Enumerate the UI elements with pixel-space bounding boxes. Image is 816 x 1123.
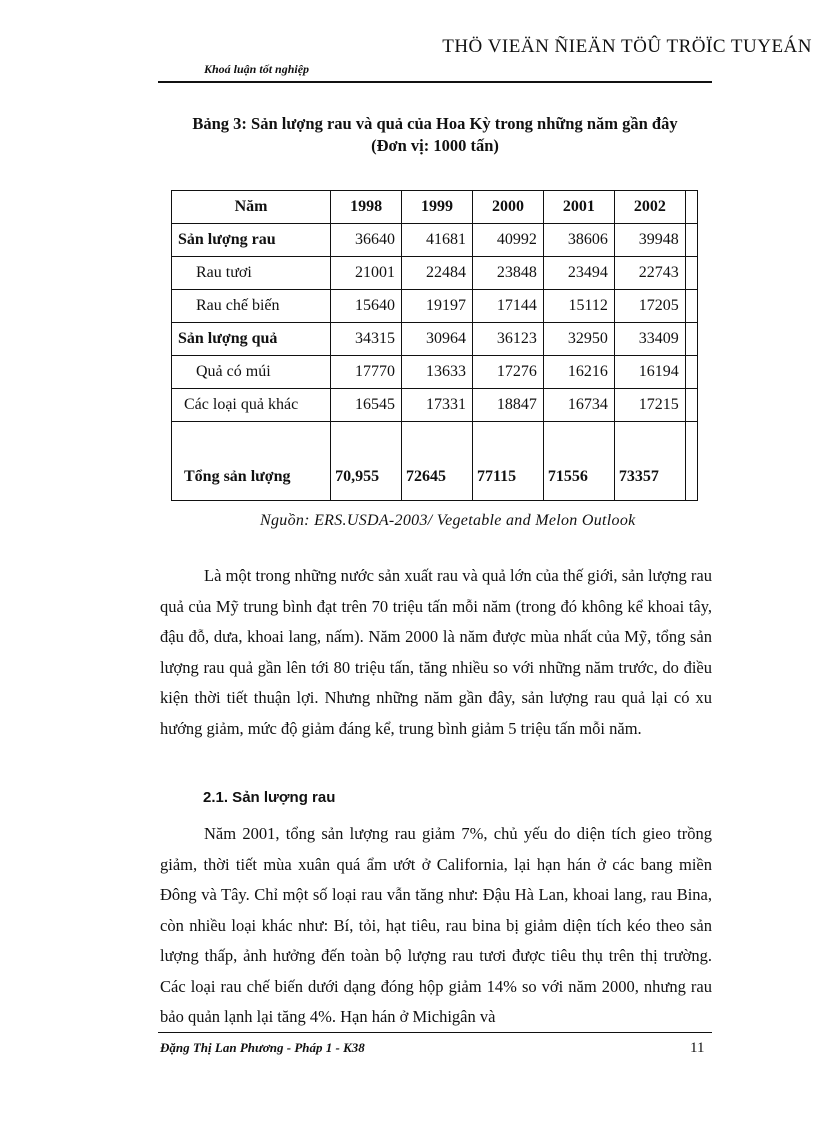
- column-header: 2001: [543, 191, 614, 224]
- table-edge-cell: [685, 257, 697, 290]
- column-header: 2002: [614, 191, 685, 224]
- table-cell: 30964: [402, 323, 473, 356]
- table-cell: 16216: [543, 356, 614, 389]
- row-label: Sản lượng quả: [172, 323, 331, 356]
- table-header-row: [172, 191, 698, 224]
- table-edge-cell: [685, 389, 697, 422]
- table-row: [172, 224, 698, 257]
- production-table: [171, 190, 698, 501]
- table-cell: 38606: [543, 224, 614, 257]
- table-cell: 40992: [472, 224, 543, 257]
- table-cell: 15112: [543, 290, 614, 323]
- table-row: [172, 323, 698, 356]
- table-cell: 17215: [614, 389, 685, 422]
- table-cell: 23494: [543, 257, 614, 290]
- page-number: 11: [690, 1040, 705, 1056]
- table-cell: 13633: [402, 356, 473, 389]
- column-header: 1999: [402, 191, 473, 224]
- table-cell: 22743: [614, 257, 685, 290]
- table-cell: 71556: [543, 422, 614, 501]
- row-label: Quả có múi: [172, 356, 331, 389]
- table-cell: 19197: [402, 290, 473, 323]
- row-label: Rau tươi: [172, 257, 331, 290]
- body-paragraph: Năm 2001, tổng sản lượng rau giảm 7%, chủ yếu do diện tích gieo trồng giảm, thời tiết mùa xuân quá ẩm ướt ở California, lại hạn hán ở các bang miền Đông và Tây. Chỉ một số loại rau vẫn tăng như: Đậu Hà Lan, khoai lang, rau Bina, còn nhiều loại khác như: Bí, tỏi, hạt tiêu, rau bina bị giảm diện tích kéo theo sản lượng thấp, ảnh hưởng đến toàn bộ lượng rau tươi được tiêu thụ trên thị trường. Các loại rau chế biến dưới dạng đóng hộp giảm 14% so với năm 2000, nhưng rau bảo quản lạnh lại tăng 4%. Hạn hán ở Michigân và: [160, 824, 712, 1026]
- table-row: [172, 290, 698, 323]
- body-paragraph: Là một trong những nước sản xuất rau và quả lớn của thế giới, sản lượng rau quả của Mỹ trung bình đạt trên 70 triệu tấn mỗi năm (trong đó không kể khoai tây, đậu đỗ, dưa, khoai lang, nấm). Năm 2000 là năm được mùa nhất của Mỹ, tổng sản lượng rau quả gần lên tới 80 triệu tấn, tăng nhiều so với những năm trước, do điều kiện thời tiết thuận lợi. Nhưng những năm gần đây, sản lượng rau quả lại có xu hướng giảm, mức độ giảm đáng kể, trung bình giảm 5 triệu tấn mỗi năm.: [160, 566, 712, 738]
- table-cell: 72645: [402, 422, 473, 501]
- table-cell: 18847: [472, 389, 543, 422]
- table-cell: 16194: [614, 356, 685, 389]
- table-cell: 41681: [402, 224, 473, 257]
- table-total-row: [172, 422, 698, 501]
- table-cell: 70,955: [331, 422, 402, 501]
- row-label: Sản lượng rau: [172, 224, 331, 257]
- watermark-header: THÖ VIEÄN ÑIEÄN TÖÛ TRÖÏC TUYEÁN: [442, 36, 812, 57]
- table-cell: 33409: [614, 323, 685, 356]
- table-cell: 39948: [614, 224, 685, 257]
- footer-author: Đặng Thị Lan Phương - Pháp 1 - K38: [160, 1040, 365, 1055]
- table-cell: 23848: [472, 257, 543, 290]
- table-caption: [140, 113, 730, 157]
- table-source: Nguồn: ERS.USDA-2003/ Vegetable and Melon Outlook: [260, 512, 636, 529]
- section-heading: 2.1. Sản lượng rau: [203, 789, 336, 806]
- header-divider: [158, 81, 712, 83]
- column-header: 2000: [472, 191, 543, 224]
- footer-divider: [158, 1032, 712, 1033]
- table-edge-cell: [685, 224, 697, 257]
- table-cell: 17276: [472, 356, 543, 389]
- table-cell: 22484: [402, 257, 473, 290]
- document-subtitle: Khoá luận tốt nghiệp: [204, 62, 310, 76]
- table-edge-cell: [685, 356, 697, 389]
- table-cell: 21001: [331, 257, 402, 290]
- row-label: Các loại quả khác: [172, 389, 331, 422]
- table-cell: 17770: [331, 356, 402, 389]
- row-label: Rau chế biến: [172, 290, 331, 323]
- table-cell: 36123: [472, 323, 543, 356]
- table-caption-unit: (Đơn vị: 1000 tấn): [371, 136, 499, 155]
- table-cell: 15640: [331, 290, 402, 323]
- column-header: Năm: [172, 191, 331, 224]
- table-cell: 77115: [472, 422, 543, 501]
- table-edge-cell: [685, 422, 697, 501]
- table-edge-cell: [685, 323, 697, 356]
- table-row: [172, 356, 698, 389]
- table-caption-title: Bảng 3: Sản lượng rau và quả của Hoa Kỳ trong những năm gần đây: [192, 114, 678, 133]
- table-cell: 17205: [614, 290, 685, 323]
- table-cell: 32950: [543, 323, 614, 356]
- table-cell: 17331: [402, 389, 473, 422]
- table-edge-cell: [685, 290, 697, 323]
- table-cell: 16545: [331, 389, 402, 422]
- table-row: [172, 389, 698, 422]
- table-cell: 34315: [331, 323, 402, 356]
- column-header: 1998: [331, 191, 402, 224]
- table-cell: 16734: [543, 389, 614, 422]
- table-row: [172, 257, 698, 290]
- table-cell: 73357: [614, 422, 685, 501]
- row-label: Tổng sản lượng: [172, 422, 331, 501]
- table-cell: 17144: [472, 290, 543, 323]
- table-edge-cell: [685, 191, 697, 224]
- table-cell: 36640: [331, 224, 402, 257]
